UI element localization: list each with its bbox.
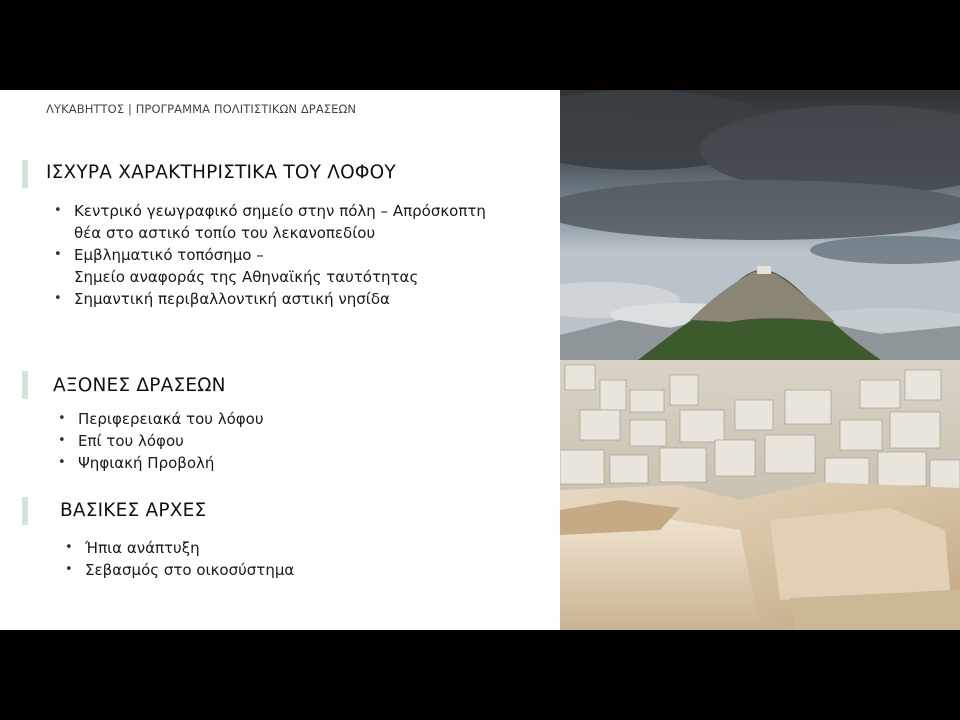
lycabettus-photo — [560, 90, 960, 630]
list-item: • Περιφερειακά του λόφου — [58, 410, 264, 428]
section-accent-bar — [22, 497, 28, 525]
chapel — [757, 266, 771, 274]
bullet-list-strengths — [52, 200, 486, 310]
bullet-icon: • — [54, 247, 62, 262]
list-item: • Σεβασμός στο οικοσύστημα — [65, 561, 295, 579]
bullet-icon: • — [65, 540, 73, 555]
bullet-icon: • — [58, 455, 66, 470]
list-item: • Εμβληματικό τοπόσημο – Σημείο αναφοράς της Αθηναϊκής ταυτότητας — [54, 246, 419, 286]
slide — [0, 90, 960, 630]
section-title-principles: ΒΑΣΙΚΕΣ ΑΡΧΕΣ — [60, 500, 207, 521]
photo-illustration — [560, 90, 960, 630]
bullet-list-axes — [56, 408, 264, 474]
bullet-icon: • — [54, 291, 62, 306]
marble-foreground — [560, 482, 960, 630]
section-title-axes: ΑΞΟΝΕΣ ΔΡΑΣΕΩΝ — [53, 375, 226, 396]
section-accent-bar — [22, 371, 28, 399]
section-accent-bar — [22, 160, 28, 188]
bullet-icon: • — [65, 562, 73, 577]
bullet-icon: • — [54, 203, 62, 218]
bullet-icon: • — [58, 411, 66, 426]
bullet-list-principles — [63, 537, 294, 581]
list-item: • Ψηφιακή Προβολή — [58, 454, 215, 472]
list-item: • Κεντρικό γεωγραφικό σημείο στην πόλη – Απρόσκοπτη θέα στο αστικό τοπίο του λεκανοπεδίου — [54, 202, 486, 242]
slide-header: ΛΥΚΑΒΗΤΤΟΣ | ΠΡΟΓΡΑΜΜΑ ΠΟΛΙΤΙΣΤΙΚΩΝ ΔΡΑΣΕΩΝ — [46, 102, 357, 116]
list-item: • Επί του λόφου — [58, 432, 184, 450]
list-item: • Ήπια ανάπτυξη — [65, 539, 200, 557]
bullet-icon: • — [58, 433, 66, 448]
section-title-strengths: ΙΣΧΥΡΑ ΧΑΡΑΚΤΗΡΙΣΤΙΚΑ ΤΟΥ ΛΟΦΟΥ — [46, 162, 396, 183]
list-item: • Σημαντική περιβαλλοντική αστική νησίδα — [54, 290, 390, 308]
